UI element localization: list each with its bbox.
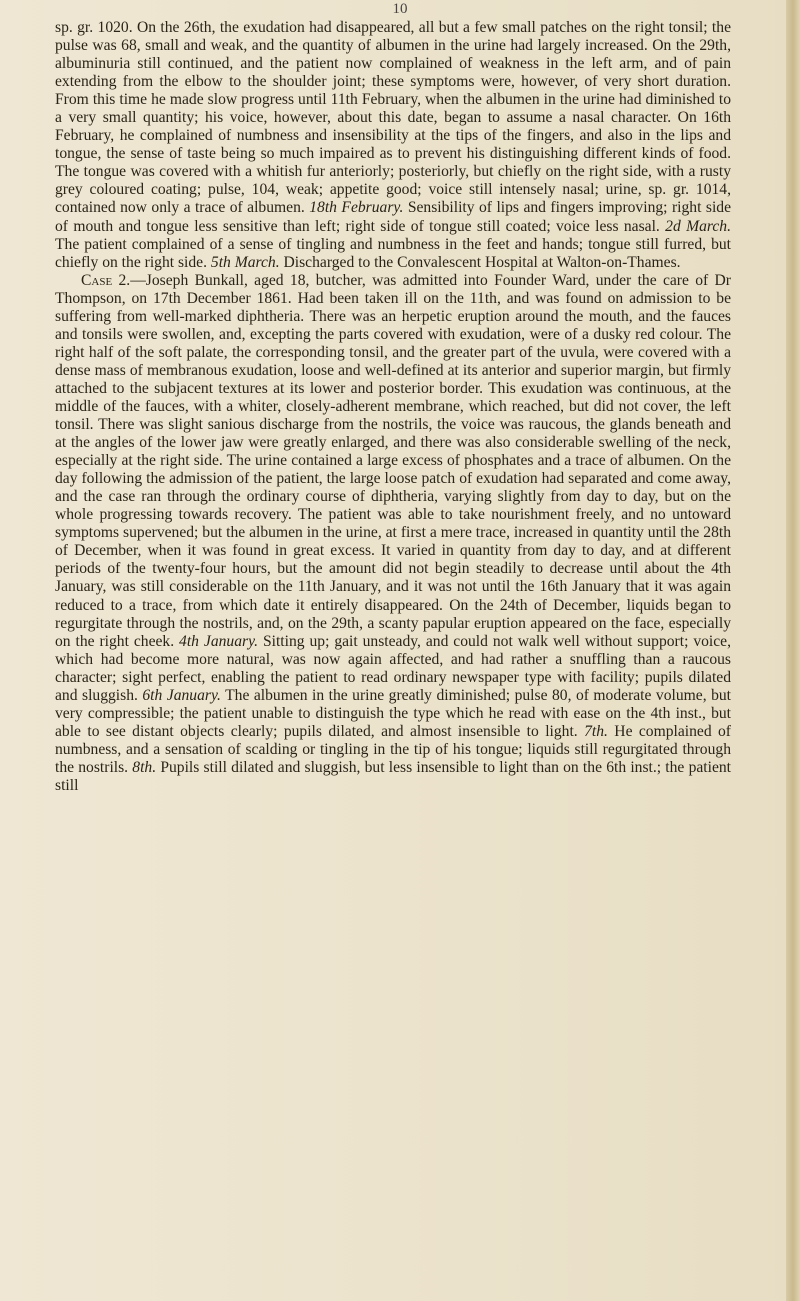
case-2-text-3: The albumen in the urine greatly diminished; pulse 80, of moderate volume, but very compressible; the patient unable to distinguish the type which he read with ease on the 4th inst., but able to see distant objects clearly; pupils dilated, and almost insensible to light. <box>55 686 731 740</box>
case-1-date-18-feb: 18th February. <box>309 199 404 217</box>
case-2-date-6-jan: 6th January. <box>142 686 221 704</box>
case-1-continuation <box>55 19 731 272</box>
case-2-text: —Joseph Bunkall, aged 18, butcher, was admitted into Founder Ward, under the care of Dr Thompson, on 17th December 1861. Had been taken ill on the 11th, and was found on admission to be suffering from well-marked diphtheria. There was an herpetic eruption around the mouth, and the fauces and tonsils were swollen, and, excepting the parts covered with exudation, were of a dusky red colour. The right half of the soft palate, the corresponding tonsil, and the greater part of the uvula, were covered with a dense mass of membranous exudation, loose and well-defined at its anterior and superior margin, but firmly attached to the subjacent textures at its lower and posterior border. This exudation was continuous, at the middle of the fauces, with a whiter, closely-adherent membrane, which reached, but did not cover, the left tonsil. There was slight sanious discharge from the nostrils, the voice was raucous, the glands beneath and at the angles of the lower jaw were greatly enlarged, and there was also considerable swelling of the neck, especially at the right side. The urine contained a large excess of phosphates and a trace of albumen. On the day following the admission of the patient, the large loose patch of exudation had separated and come away, and the case ran through the ordinary course of diphtheria, varying slightly from day to day, but on the whole progressing towards recovery. The patient was able to take nourishment freely, and no untoward symptoms supervened; but the albumen in the urine, at first a mere trace, increased in quantity until the 28th of December, when it was found in great excess. It varied in quantity from day to day, and at different periods of the twenty-four hours, but the amount did not begin steadily to decrease until about the 4th January, was still considerable on the 11th January, and it was not until the 16th January that it was again reduced to a trace, from which date it entirely disappeared. On the 24th of December, liquids began to regurgitate through the nostrils, and, on the 29th, a scanty papular eruption appeared on the face, especially on the right cheek. <box>55 271 731 650</box>
page-number: 10 <box>392 1 408 17</box>
case-2-text-2: Sitting up; gait unsteady, and could not walk well without support; voice, which had become more natural, was now again affected, and had rather a snuffling than a raucous character; sight perfect, enabling the patient to read ordinary newspaper type with facility; pupils dilated and sluggish. <box>55 632 731 704</box>
case-2-text-5: Pupils still dilated and sluggish, but less insensible to light than on the 6th inst.; the patient still <box>55 758 731 794</box>
case-1-text-4: Discharged to the Convalescent Hospital at Walton-on-Thames. <box>279 253 681 271</box>
page-edge <box>786 0 800 1301</box>
case-2-paragraph <box>55 272 731 795</box>
case-2-date-4-jan: 4th January. <box>179 632 259 650</box>
case-1-date-5-march: 5th March. <box>210 253 280 271</box>
case-2-heading: Case 2. <box>81 271 131 289</box>
case-2-date-7th: 7th. <box>584 722 608 740</box>
case-2-text-4: He complained of numbness, and a sensation of scalding or tingling in the tip of his tongue; liquids still regurgitated through the nostrils. <box>55 722 731 776</box>
case-2-date-8th: 8th. <box>132 758 157 776</box>
case-1-text-3: The patient complained of a sense of tingling and numbness in the feet and hands; tongue still furred, but chiefly on the right side. <box>55 235 731 271</box>
case-1-text: sp. gr. 1020. On the 26th, the exudation had disappeared, all but a few small patches on the right tonsil; the pulse was 68, small and weak, and the quantity of albumen in the urine had largely increased. On the 29th, albuminuria still continued, and the patient now complained of weakness in the left arm, and of pain extending from the elbow to the shoulder joint; these symptoms were, however, of very short duration. From this time he made slow progress until 11th February, when the albumen in the urine had diminished to a very small quantity; his voice, however, about this date, began to assume a nasal character. On 16th February, he complained of numbness and insensibility at the tips of the fingers, and also in the lips and tongue, the sense of taste being so much impaired as to prevent his distinguishing different kinds of food. The tongue was covered with a whitish fur anteriorly; posteriorly, but chiefly on the right side, with a rusty grey coloured coating; pulse, 104, weak; appetite good; voice still intensely nasal; urine, sp. gr. 1014, contained now only a trace of albumen. <box>55 19 731 217</box>
case-1-date-2-march: 2d March. <box>665 217 731 235</box>
body-text <box>55 19 731 795</box>
case-1-text-2: Sensibility of lips and fingers improving; right side of mouth and tongue less sensitive than left; right side of tongue still coated; voice less nasal. <box>55 199 731 235</box>
